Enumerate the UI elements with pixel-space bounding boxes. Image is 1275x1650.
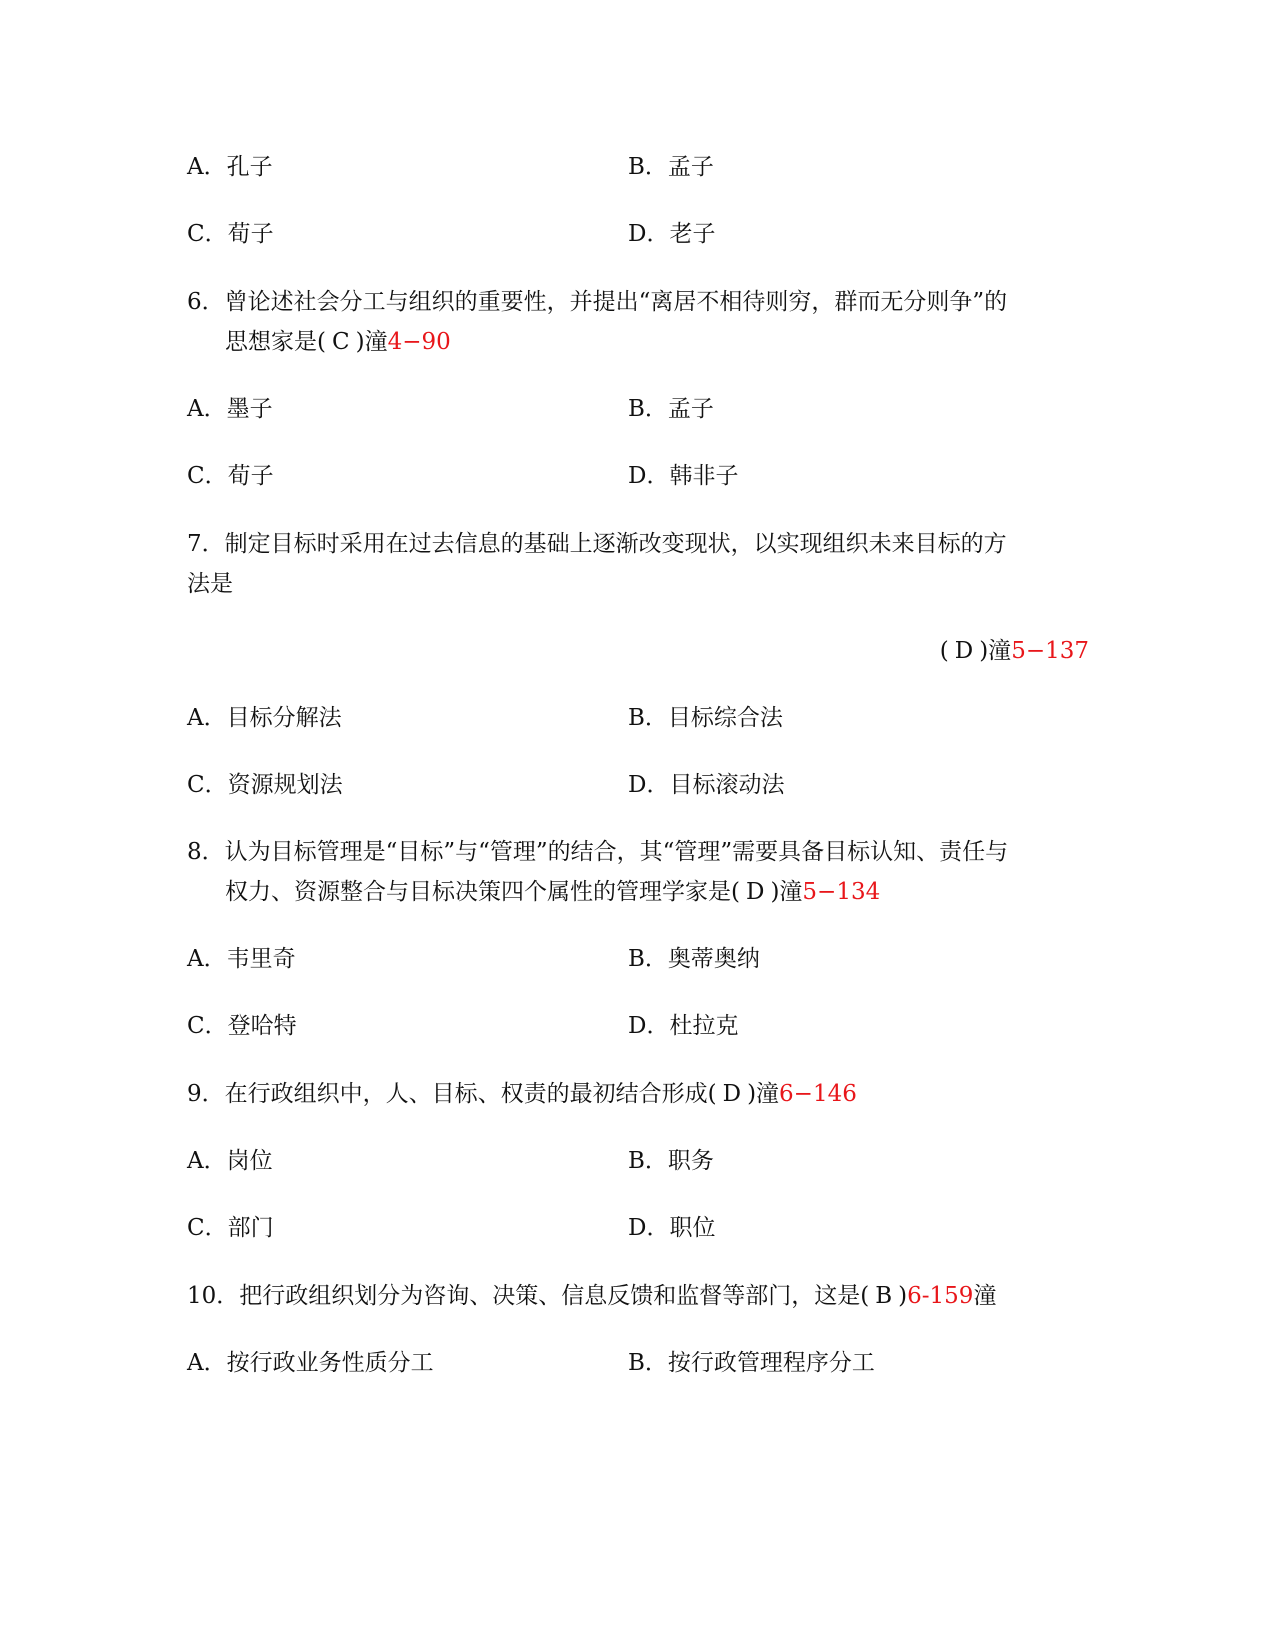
q9-text-line1 xyxy=(187,1079,857,1109)
q10-option-b: B．按行政管理程序分工 xyxy=(628,1350,875,1376)
q8-reference: 5−134 xyxy=(802,879,881,905)
q9-option-d: D．职位 xyxy=(628,1215,716,1241)
q8-text-line2 xyxy=(225,877,880,907)
q8-option-d: D．杜拉克 xyxy=(628,1013,739,1039)
q8-answer: D xyxy=(745,879,765,905)
q9-option-c: C．部门 xyxy=(187,1215,274,1241)
q8-option-a: A．韦里奇 xyxy=(187,946,296,972)
q6-close: )潼 xyxy=(355,329,388,355)
q6-option-c: C．荀子 xyxy=(187,463,274,489)
q7-answer-line xyxy=(940,636,1089,666)
q8-option-c: C．登哈特 xyxy=(187,1013,297,1039)
q6-reference: 4−90 xyxy=(387,329,451,355)
q5-option-c: C．荀子 xyxy=(187,221,274,247)
q8-close: )潼 xyxy=(770,879,803,905)
q9-answer: D xyxy=(722,1081,742,1107)
q10-option-a: A．按行政业务性质分工 xyxy=(187,1350,434,1376)
q7-reference: 5−137 xyxy=(1011,638,1089,664)
q10-answer: B xyxy=(875,1283,893,1309)
q5-option-d: D．老子 xyxy=(628,221,716,247)
q7-option-a: A．目标分解法 xyxy=(187,705,342,731)
q10-suffix: 潼 xyxy=(973,1283,997,1309)
q8-stem-end: 权力、资源整合与目标决策四个属性的管理学家是( xyxy=(225,879,740,905)
q10-reference: 6-159 xyxy=(907,1283,974,1309)
q9-reference: 6−146 xyxy=(779,1081,857,1107)
q7-text-line1: 7．制定目标时采用在过去信息的基础上逐渐改变现状，以实现组织未来目标的方 xyxy=(187,531,1007,557)
q6-text-line2 xyxy=(225,327,451,357)
q10-close: ) xyxy=(898,1283,908,1309)
q9-option-a: A．岗位 xyxy=(187,1148,273,1174)
q7-option-d: D．目标滚动法 xyxy=(628,772,785,798)
q6-stem-end: 思想家是( xyxy=(225,329,326,355)
q7-option-b: B．目标综合法 xyxy=(628,705,783,731)
q7-text-line2: 法是 xyxy=(187,571,233,597)
q8-option-b: B．奥蒂奥纳 xyxy=(628,946,760,972)
q6-text-line1: 6．曾论述社会分工与组织的重要性，并提出“离居不相待则穷，群而无分则争”的 xyxy=(187,289,1008,315)
q5-option-b: B．孟子 xyxy=(628,154,714,180)
q6-option-b: B．孟子 xyxy=(628,396,714,422)
q7-answer: D xyxy=(954,638,974,664)
q5-option-a: A．孔子 xyxy=(187,154,273,180)
q10-stem: 10．把行政组织划分为咨询、决策、信息反馈和监督等部门，这是( xyxy=(187,1283,870,1309)
q6-option-a: A．墨子 xyxy=(187,396,273,422)
q9-close: )潼 xyxy=(747,1081,780,1107)
q7-option-c: C．资源规划法 xyxy=(187,772,343,798)
q9-stem: 9．在行政组织中，人、目标、权责的最初结合形成( xyxy=(187,1081,717,1107)
q6-option-d: D．韩非子 xyxy=(628,463,739,489)
q7-close: )潼 xyxy=(979,638,1012,664)
q7-open: ( xyxy=(939,638,949,664)
q8-text-line1: 8．认为目标管理是“目标”与“管理”的结合，其“管理”需要具备目标认知、责任与 xyxy=(187,839,1009,865)
q9-option-b: B．职务 xyxy=(628,1148,714,1174)
q6-answer: C xyxy=(331,329,350,355)
q10-text-line1 xyxy=(187,1281,996,1311)
